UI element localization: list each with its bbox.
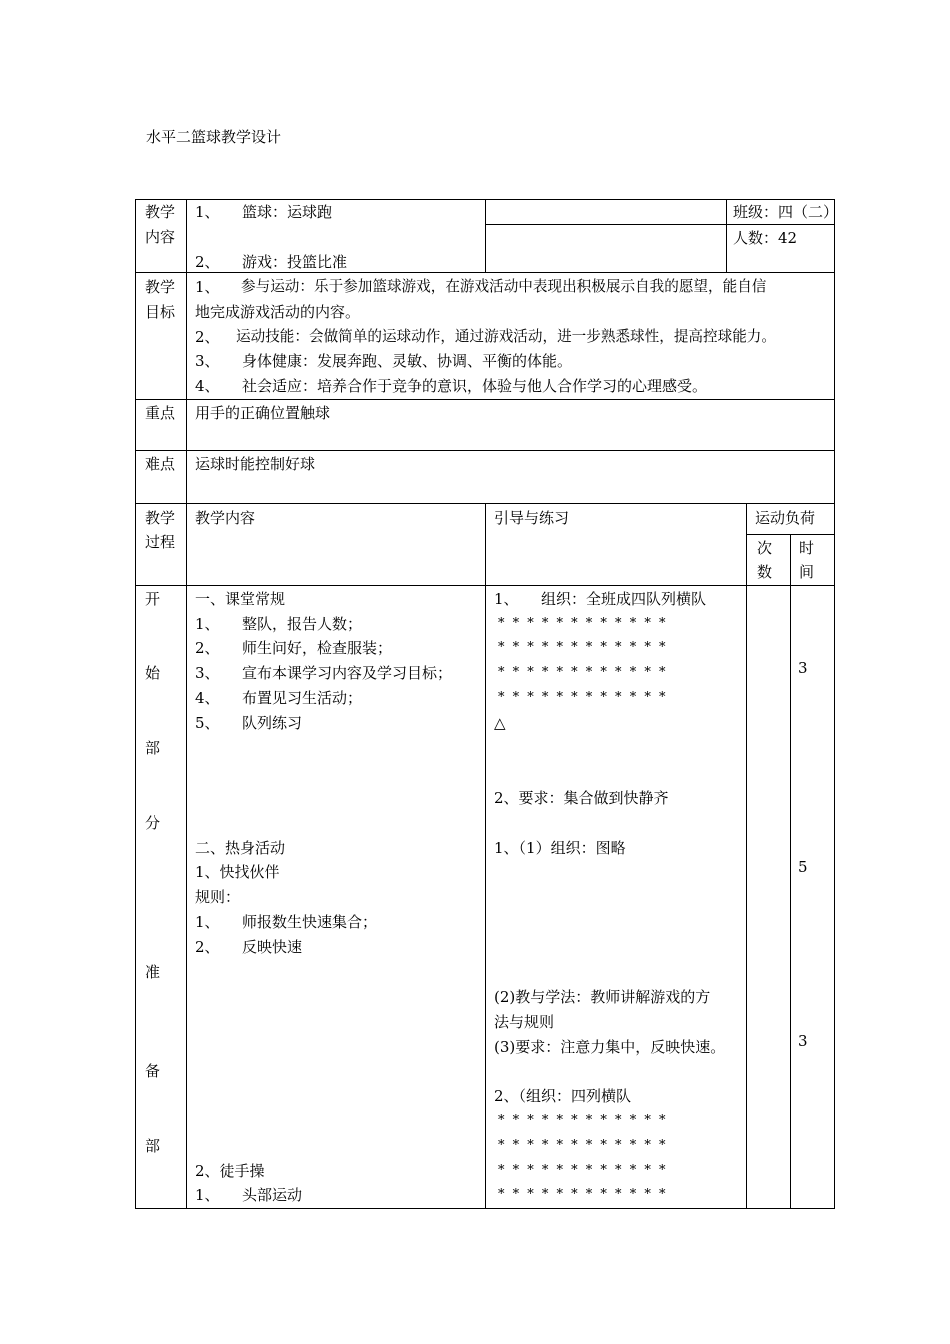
duration-value: 3 bbox=[798, 659, 808, 677]
goal-num: 4、 bbox=[195, 377, 220, 395]
guide-line: 2、要求：集合做到快静齐 bbox=[494, 789, 669, 807]
content-line: 规则： bbox=[195, 888, 241, 906]
guide-line: (3)要求：注意力集中，反映快速。 bbox=[494, 1038, 726, 1056]
formation-row: * * * * * * * * * * * * bbox=[498, 690, 668, 705]
student-count: 人数：42 bbox=[733, 229, 798, 247]
section-char: 部 bbox=[145, 739, 161, 757]
content-item-num: 1、 bbox=[195, 203, 220, 221]
section-char: 准 bbox=[145, 963, 161, 981]
column-header-times: 次 bbox=[757, 539, 773, 557]
guide-line: 2、（组织：四列横队 bbox=[494, 1087, 632, 1105]
key-point-label: 重点 bbox=[145, 404, 176, 422]
goal-num: 1、 bbox=[195, 278, 220, 296]
formation-row: * * * * * * * * * * * * bbox=[498, 1138, 668, 1153]
goal-text: 社会适应：培养合作于竞争的意识，体验与他人合作学习的心理感受。 bbox=[242, 377, 708, 395]
column-header-times: 数 bbox=[757, 563, 773, 581]
content-line: 5、 队列练习 bbox=[195, 714, 303, 732]
guide-line: 法与规则 bbox=[494, 1013, 555, 1031]
content-line: 2、 师生问好，检查服装； bbox=[195, 639, 393, 657]
lesson-plan-table bbox=[135, 199, 839, 1209]
formation-row: * * * * * * * * * * * * bbox=[498, 1187, 668, 1202]
goals-label: 教学 bbox=[145, 278, 176, 296]
formation-row: * * * * * * * * * * * * bbox=[498, 616, 668, 631]
guide-line: (2)教与学法：教师讲解游戏的方 bbox=[494, 988, 711, 1006]
difficulty-text: 运球时能控制好球 bbox=[195, 455, 316, 473]
section-char: 开 bbox=[145, 590, 161, 608]
content-item: 篮球：运球跑 bbox=[242, 203, 333, 221]
content-label: 内容 bbox=[145, 228, 176, 246]
goal-num: 2、 bbox=[195, 328, 220, 346]
formation-row: * * * * * * * * * * * * bbox=[498, 640, 668, 655]
teacher-position-icon: △ bbox=[494, 714, 506, 732]
content-line: 4、 布置见习生活动； bbox=[195, 689, 363, 707]
content-item-num: 2、 bbox=[195, 253, 220, 271]
goals-label: 目标 bbox=[145, 303, 176, 321]
goal-text: 地完成游戏活动的内容。 bbox=[195, 303, 361, 321]
goal-text: 运动技能：会做简单的运球动作，通过游戏活动，进一步熟悉球性，提高控球能力。 bbox=[236, 328, 776, 345]
content-line: 1、 整队，报告人数； bbox=[195, 615, 363, 633]
goal-text: 身体健康：发展奔跑、灵敏、协调、平衡的体能。 bbox=[242, 352, 573, 370]
column-header-guide: 引导与练习 bbox=[494, 509, 570, 527]
content-line: 1、 头部运动 bbox=[195, 1186, 303, 1204]
process-label: 过程 bbox=[145, 533, 176, 551]
goal-num: 3、 bbox=[195, 352, 220, 370]
content-line: 1、快找伙伴 bbox=[195, 863, 280, 881]
column-header-duration: 间 bbox=[799, 563, 815, 581]
content-label: 教学 bbox=[145, 203, 176, 221]
guide-line: 1、（1）组织：图略 bbox=[494, 839, 626, 857]
formation-row: * * * * * * * * * * * * bbox=[498, 1163, 668, 1178]
content-line: 3、 宣布本课学习内容及学习目标； bbox=[195, 664, 453, 682]
content-line: 1、 师报数生快速集合； bbox=[195, 913, 378, 931]
section-char: 备 bbox=[145, 1062, 161, 1080]
key-point-text: 用手的正确位置触球 bbox=[195, 404, 331, 422]
column-header-content: 教学内容 bbox=[195, 509, 256, 527]
formation-row: * * * * * * * * * * * * bbox=[498, 1113, 668, 1128]
duration-value: 5 bbox=[798, 858, 808, 876]
difficulty-label: 难点 bbox=[145, 455, 176, 473]
section-char: 部 bbox=[145, 1137, 161, 1155]
column-header-duration: 时 bbox=[799, 539, 815, 557]
guide-line: 1、 组织：全班成四队列横队 bbox=[494, 590, 707, 608]
content-line: 2、 反映快速 bbox=[195, 938, 303, 956]
content-item: 游戏：投篮比准 bbox=[242, 253, 348, 271]
duration-value: 3 bbox=[798, 1032, 808, 1050]
section-char: 始 bbox=[145, 664, 161, 682]
document-title: 水平二篮球教学设计 bbox=[146, 128, 282, 146]
section-char: 分 bbox=[145, 814, 161, 832]
content-line: 一、课堂常规 bbox=[195, 590, 286, 608]
process-label: 教学 bbox=[145, 509, 176, 527]
column-header-load: 运动负荷 bbox=[755, 509, 816, 527]
content-line: 二、热身活动 bbox=[195, 839, 286, 857]
goal-text: 参与运动：乐于参加篮球游戏，在游戏活动中表现出积极展示自我的愿望，能自信 bbox=[241, 278, 767, 295]
class-info: 班级：四（二） bbox=[733, 203, 839, 221]
content-line: 2、徒手操 bbox=[195, 1162, 265, 1180]
formation-row: * * * * * * * * * * * * bbox=[498, 665, 668, 680]
